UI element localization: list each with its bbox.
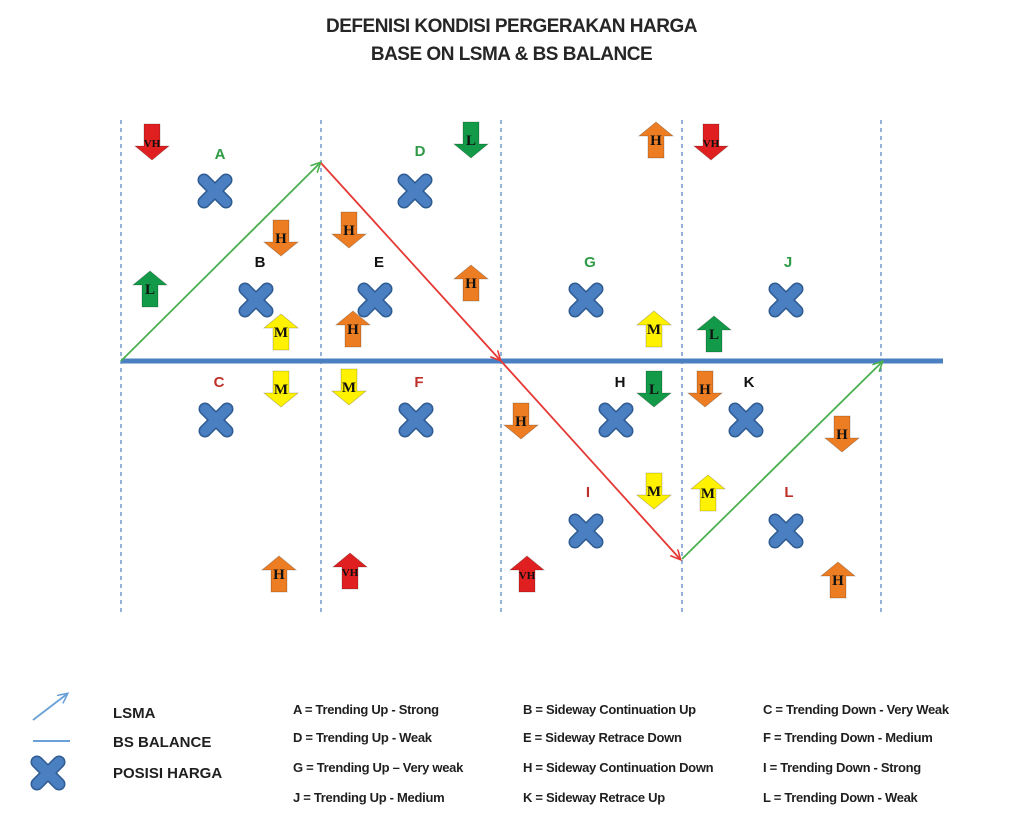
strength-arrow-vh-down	[694, 124, 728, 160]
strength-arrow-label: H	[836, 427, 848, 443]
price-position-icon	[575, 289, 597, 311]
strength-arrow-label: M	[646, 484, 662, 500]
strength-arrow-label: M	[700, 486, 716, 502]
strength-arrow-h-down	[825, 416, 859, 452]
definition-b: B = Sideway Continuation Up	[523, 702, 696, 717]
diagram-title-line-2: BASE ON LSMA & BS BALANCE	[370, 44, 653, 65]
zone-label-f: F	[414, 374, 424, 391]
price-position-icon	[364, 289, 386, 311]
legend	[33, 694, 70, 784]
price-position-icon	[245, 289, 267, 311]
zone-label-g: G	[584, 254, 596, 271]
strength-arrow-h-down	[332, 212, 366, 248]
strength-arrow-h-down	[264, 220, 298, 256]
price-position-icon	[204, 180, 226, 202]
price-position-icon	[575, 520, 597, 542]
strength-arrow-m-up	[637, 311, 671, 347]
price-position-icon	[735, 409, 757, 431]
definition-c: C = Trending Down - Very Weak	[763, 702, 949, 717]
diagram-title-line-1: DEFENISI KONDISI PERGERAKAN HARGA	[326, 16, 697, 37]
strength-arrow-label: H	[699, 382, 711, 398]
strength-arrow-l-down	[637, 371, 671, 407]
strength-arrow-label: H	[343, 223, 355, 239]
strength-arrow-l-up	[697, 316, 731, 352]
definition-h: H = Sideway Continuation Down	[523, 760, 714, 775]
price-position-icon	[405, 409, 427, 431]
zone-label-i: I	[585, 484, 591, 501]
strength-arrow-label: L	[648, 382, 660, 398]
zone-label-a: A	[214, 146, 226, 163]
price-position-icon	[775, 289, 797, 311]
zone-label-h: H	[614, 374, 626, 391]
strength-arrow-label: M	[273, 325, 289, 341]
strength-arrow-m-down	[332, 369, 366, 405]
price-position-icon	[605, 409, 627, 431]
strength-arrow-m-down	[264, 371, 298, 407]
definition-l: L = Trending Down - Weak	[763, 790, 918, 805]
strength-arrow-label: H	[465, 276, 477, 292]
strength-arrow-label: L	[465, 133, 477, 149]
zone-label-e: E	[373, 254, 385, 271]
strength-arrow-h-up	[262, 556, 296, 592]
strength-arrow-vh-up	[333, 553, 367, 589]
strength-arrow-label: VH	[702, 138, 720, 150]
strength-arrow-l-up	[133, 271, 167, 307]
zone-label-d: D	[414, 143, 426, 160]
definition-k: K = Sideway Retrace Up	[523, 790, 665, 805]
zone-label-k: K	[743, 374, 755, 391]
price-position-icon	[37, 762, 59, 784]
strength-arrow-label: H	[515, 414, 527, 430]
strength-arrow-vh-down	[135, 124, 169, 160]
zone-dividers	[121, 120, 881, 612]
legend-posisi-harga-label: POSISI HARGA	[113, 765, 223, 782]
lsma-legend-icon	[33, 694, 67, 720]
strength-arrow-label: H	[273, 567, 285, 583]
strength-arrow-label: H	[832, 573, 844, 589]
price-position-icon	[775, 520, 797, 542]
zone-label-j: J	[783, 254, 793, 271]
strength-arrow-label: M	[341, 380, 357, 396]
strength-arrow-l-down	[454, 122, 488, 158]
strength-arrow-h-down	[688, 371, 722, 407]
strength-arrow-label: H	[650, 133, 662, 149]
strength-arrow-vh-up	[510, 556, 544, 592]
strength-arrow-h-up	[821, 562, 855, 598]
strength-arrow-label: H	[347, 322, 359, 338]
strength-arrow-label: H	[275, 231, 287, 247]
legend-lsma-label: LSMA	[113, 705, 156, 722]
zone-label-l: L	[784, 484, 794, 501]
strength-arrow-label: VH	[143, 138, 161, 150]
strength-arrow-label: L	[144, 282, 156, 298]
definition-i: I = Trending Down - Strong	[763, 760, 921, 775]
definition-e: E = Sideway Retrace Down	[523, 730, 682, 745]
price-position-icon	[205, 409, 227, 431]
strength-arrow-label: L	[708, 327, 720, 343]
definition-d: D = Trending Up - Weak	[293, 730, 432, 745]
zone-label-c: C	[213, 374, 225, 391]
definition-j: J = Trending Up - Medium	[293, 790, 445, 805]
strength-arrow-label: M	[273, 382, 289, 398]
definition-g: G = Trending Up – Very weak	[293, 760, 463, 775]
strength-arrow-h-down	[504, 403, 538, 439]
strength-arrow-m-down	[637, 473, 671, 509]
strength-arrow-label: M	[646, 322, 662, 338]
price-position-icon	[404, 180, 426, 202]
definition-a: A = Trending Up - Strong	[293, 702, 439, 717]
strength-arrow-h-up	[454, 265, 488, 301]
zone-label-b: B	[254, 254, 266, 271]
definition-f: F = Trending Down - Medium	[763, 730, 933, 745]
strength-arrow-label: VH	[518, 570, 536, 582]
legend-bs-balance-label: BS BALANCE	[113, 734, 212, 751]
strength-arrow-h-up	[639, 122, 673, 158]
strength-arrow-m-up	[691, 475, 725, 511]
strength-arrow-label: VH	[341, 567, 359, 579]
strength-arrow-m-up	[264, 314, 298, 350]
